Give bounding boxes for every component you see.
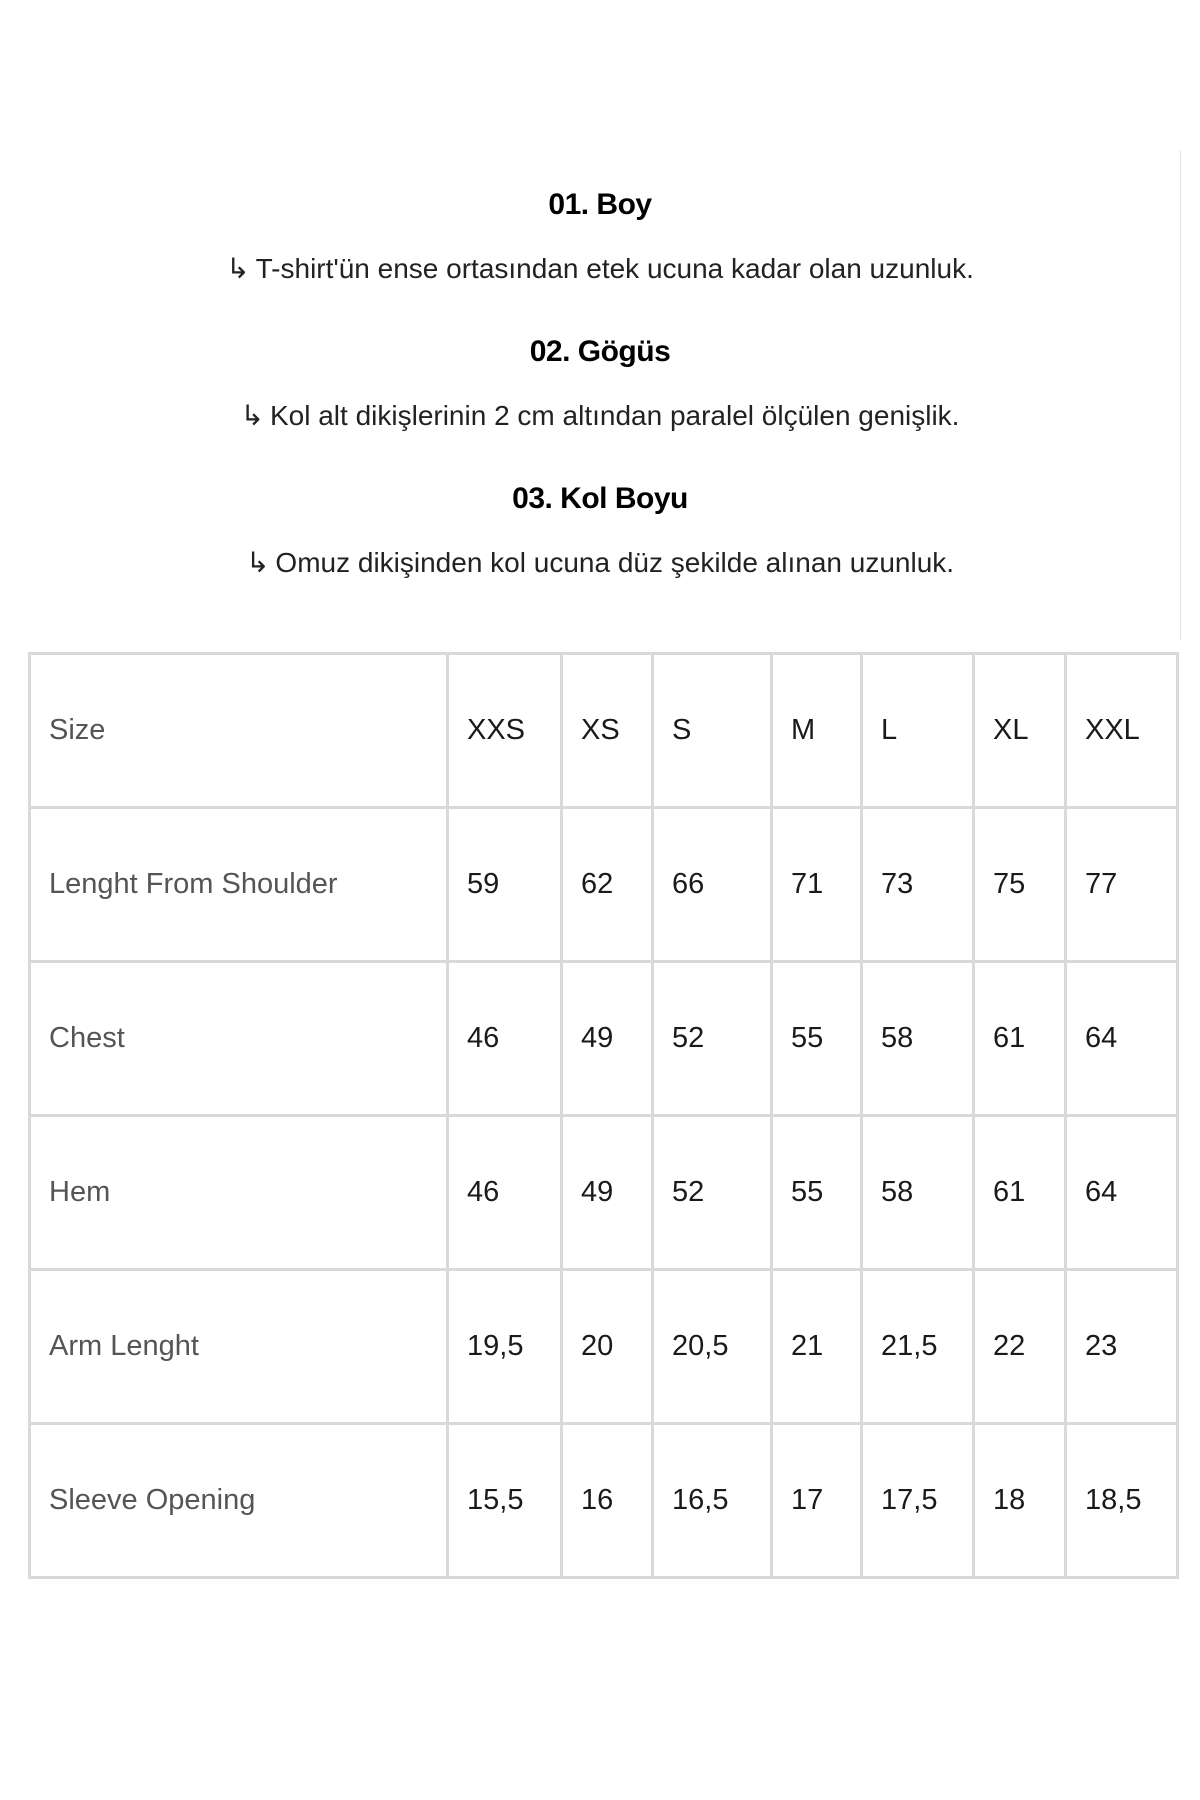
table-cell: 16,5 bbox=[653, 1424, 772, 1578]
row-label: Sleeve Opening bbox=[30, 1424, 448, 1578]
size-header: XXL bbox=[1066, 654, 1178, 808]
row-label: Lenght From Shoulder bbox=[30, 808, 448, 962]
section-title: 03. Kol Boyu bbox=[512, 482, 688, 515]
section-boy bbox=[0, 188, 1200, 285]
table-cell: 22 bbox=[974, 1270, 1066, 1424]
row-label: Hem bbox=[30, 1116, 448, 1270]
table-cell: 62 bbox=[562, 808, 653, 962]
table-cell: 49 bbox=[562, 1116, 653, 1270]
size-chart-table bbox=[28, 652, 1179, 1579]
section-description-text: Omuz dikişinden kol ucuna düz şekilde alınan uzunluk. bbox=[275, 547, 955, 578]
size-header: XS bbox=[562, 654, 653, 808]
table-row bbox=[30, 1270, 1178, 1424]
table-cell: 77 bbox=[1066, 808, 1178, 962]
table-cell: 19,5 bbox=[448, 1270, 562, 1424]
section-description bbox=[0, 252, 1200, 285]
arrow-return-icon: ↳ bbox=[245, 547, 270, 578]
table-cell: 66 bbox=[653, 808, 772, 962]
table-cell: 64 bbox=[1066, 1116, 1178, 1270]
table-row bbox=[30, 808, 1178, 962]
table-cell: 46 bbox=[448, 962, 562, 1116]
table-row bbox=[30, 1424, 1178, 1578]
arrow-return-icon: ↳ bbox=[240, 400, 264, 431]
section-title: 02. Gögüs bbox=[529, 335, 671, 368]
table-cell: 75 bbox=[974, 808, 1066, 962]
table-cell: 16 bbox=[562, 1424, 653, 1578]
table-cell: 64 bbox=[1066, 962, 1178, 1116]
table-header-row bbox=[30, 654, 1178, 808]
row-label: Arm Lenght bbox=[30, 1270, 448, 1424]
section-description bbox=[0, 399, 1200, 432]
table-row bbox=[30, 962, 1178, 1116]
edge-divider bbox=[1180, 150, 1181, 640]
table-cell: 61 bbox=[974, 1116, 1066, 1270]
row-label: Chest bbox=[30, 962, 448, 1116]
table-cell: 21 bbox=[772, 1270, 862, 1424]
table-cell: 18 bbox=[974, 1424, 1066, 1578]
table-cell: 23 bbox=[1066, 1270, 1178, 1424]
table-cell: 20 bbox=[562, 1270, 653, 1424]
section-kol-boyu bbox=[0, 482, 1200, 579]
size-header: S bbox=[653, 654, 772, 808]
table-cell: 17 bbox=[772, 1424, 862, 1578]
header-label: Size bbox=[30, 654, 448, 808]
table-cell: 73 bbox=[862, 808, 974, 962]
size-header: L bbox=[862, 654, 974, 808]
table-cell: 61 bbox=[974, 962, 1066, 1116]
table-cell: 58 bbox=[862, 1116, 974, 1270]
size-header: XL bbox=[974, 654, 1066, 808]
section-description bbox=[0, 546, 1200, 579]
section-title: 01. Boy bbox=[548, 188, 652, 221]
table-cell: 46 bbox=[448, 1116, 562, 1270]
table-cell: 21,5 bbox=[862, 1270, 974, 1424]
table-cell: 17,5 bbox=[862, 1424, 974, 1578]
table-cell: 49 bbox=[562, 962, 653, 1116]
table-cell: 58 bbox=[862, 962, 974, 1116]
table-cell: 55 bbox=[772, 962, 862, 1116]
size-header: XXS bbox=[448, 654, 562, 808]
section-description-text: Kol alt dikişlerinin 2 cm altından paralel ölçülen genişlik. bbox=[269, 400, 960, 431]
section-gogus bbox=[0, 335, 1200, 432]
table-cell: 71 bbox=[772, 808, 862, 962]
table-cell: 15,5 bbox=[448, 1424, 562, 1578]
arrow-return-icon: ↳ bbox=[226, 253, 250, 284]
table-row bbox=[30, 1116, 1178, 1270]
table-cell: 52 bbox=[653, 962, 772, 1116]
table-cell: 18,5 bbox=[1066, 1424, 1178, 1578]
section-description-text: T-shirt'ün ense ortasından etek ucuna kadar olan uzunluk. bbox=[255, 253, 974, 284]
size-header: M bbox=[772, 654, 862, 808]
table-cell: 52 bbox=[653, 1116, 772, 1270]
table-cell: 20,5 bbox=[653, 1270, 772, 1424]
table-cell: 55 bbox=[772, 1116, 862, 1270]
table-cell: 59 bbox=[448, 808, 562, 962]
